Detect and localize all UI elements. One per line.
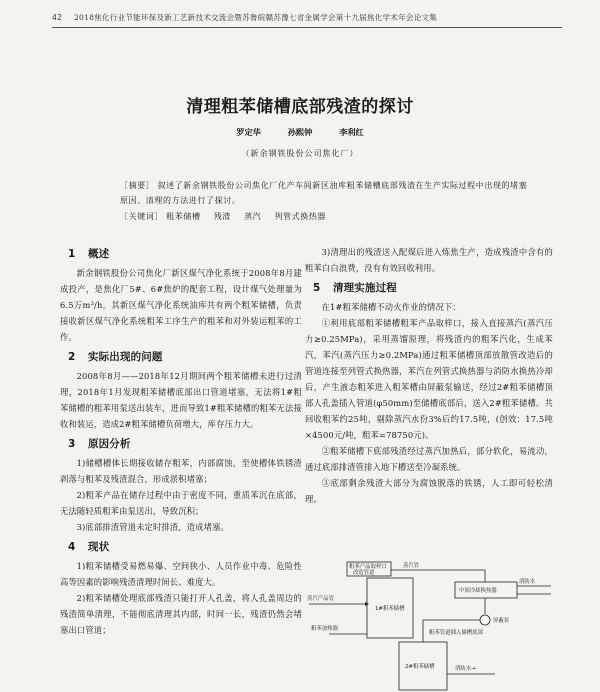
section-heading: 3 原因分析 <box>68 438 131 450</box>
flow-svg <box>305 556 555 692</box>
paragraph: 新余钢铁股份公司焦化厂新区煤气净化系统于2008年8月建成投产，是焦化厂5#、6#焦炉的配套工程，设计煤气处理量为6.5万m³/h。其新区煤气净化系统油库共有两个粗苯储槽，负责接收新区煤气净化系统粗苯工序生产的粗苯和对外装运粗苯的工作。 <box>60 268 302 342</box>
author: 孙熙钟 <box>287 127 313 137</box>
label-steam-pipe: 蒸汽管 <box>403 563 420 569</box>
label-sample: 粗苯产品取样口 <box>349 564 387 570</box>
list-item: 3)底部排渣管道未定时排渣，造成堵塞。 <box>76 522 230 532</box>
list-item: 1)储槽槽体长期接收储存粗苯，内部腐蚀，至使槽体铁锈渣剥落与粗苯及残渣混合，形成淤积堵塞； <box>60 458 302 484</box>
keyword: 粗苯储槽 <box>166 212 201 221</box>
abstract-label: ［摘要］ <box>120 181 155 190</box>
left-column <box>60 242 302 638</box>
label-sample-2: 改造管道 <box>353 570 375 576</box>
journal-line: 2018焦化行业节能环保及新工艺新技术交流会暨苏鲁皖赣苏豫七省金属学会第十九届焦化学术年会论文集 <box>74 13 438 22</box>
author-list <box>0 127 600 138</box>
keywords-label: ［关键词］ <box>120 212 163 221</box>
step-item: ②粗苯储槽下底部残渣经过蒸汽加热后，部分软化，易流动，通过底部排渣管排入地下槽送至冷凝系统。 <box>305 446 553 472</box>
keyword: 残渣 <box>213 212 231 221</box>
list-item: 1)粗苯储槽受易燃易爆、空间狭小、人员作业中毒、危险性高等因素的影响残渣清理时间长、难度大。 <box>60 561 302 587</box>
paper-title: 清理粗苯储槽底部残渣的探讨 <box>186 97 414 117</box>
keyword: 列管式换热器 <box>274 212 327 221</box>
pump-shape <box>480 615 490 625</box>
author: 罗定华 <box>236 127 261 137</box>
abstract <box>120 178 530 224</box>
label-tank2: 2#粗苯储槽 <box>405 664 435 670</box>
label-fire-water: 消防水 <box>519 579 536 585</box>
label-exchanger: 中间冷却换热器 <box>459 588 497 594</box>
section-heading: 4 现状 <box>68 541 110 553</box>
keywords <box>120 209 530 224</box>
author: 李利红 <box>339 127 364 137</box>
step-item: ①利用底部粗苯储槽粗苯产品取样口，接入直接蒸汽(蒸汽压力≥0.25MPa)，采用蒸馏原理，将残渣内的粗苯汽化，生成苯汽，苯汽(蒸汽压力≥0.2MPa)通过粗苯储槽顶部放散管改造后的管道连接至列管式换热器，苯汽在列管式换热器与消防水换热冷却后，产生液态粗苯进入粗苯槽由屏蔽泵输送，经过2#粗苯储槽顶部人孔盖插入管道(φ50mm)至储槽底部后，送入2#粗苯储槽。共回收粗苯约25吨，剔除蒸汽水份3%后约17.5吨，(创效：17.5吨×4500元/吨，粗苯=78750元)。 <box>305 318 553 440</box>
paragraph: 在1#粗苯储槽不动火作业的情况下： <box>321 302 461 312</box>
step-item: ③底部剩余残渣大部分为腐蚀脱落的铁锈，人工即可轻松清理。 <box>305 478 553 504</box>
label-heater: 粗苯加热器 <box>311 626 338 632</box>
label-bottom: 消防水→ <box>455 666 476 672</box>
affiliation: （新余钢铁股份公司焦化厂） <box>241 149 359 158</box>
section-heading: 1 概述 <box>68 248 110 260</box>
paragraph: 2008年8月——2018年12月期间两个粗苯储槽未进行过清理，2018年1月发现粗苯储槽底部出口管道堵塞，无法将1#粗苯储槽的粗苯用泵送出装车，进而导致1#粗苯储槽的粗苯无法接收和装运，造成2#粗苯储槽负荷增大，库存压力大。 <box>60 371 302 429</box>
label-steam-in: 蒸汽产品管 <box>307 596 334 602</box>
label-tank1: 1#粗苯储槽 <box>375 606 405 612</box>
label-pump: 屏蔽泵 <box>493 618 510 624</box>
running-header <box>52 12 562 26</box>
process-flow-diagram <box>305 556 555 692</box>
list-item: 3)清理出的残渣送入配煤后进入炼焦生产，造成残渣中含有的粗苯白白浪费，没有有效回收利用。 <box>305 247 553 273</box>
section-heading: 5 清理实施过程 <box>313 282 397 294</box>
keyword: 蒸汽 <box>244 212 262 221</box>
right-column <box>305 244 553 507</box>
abstract-text: 叙述了新余钢铁股份公司焦化厂化产车间新区油库粗苯储槽底部残渣在生产实际过程中出现的堵塞原因、清理的方法进行了探讨。 <box>120 181 528 205</box>
list-item: 2)粗苯储槽处理底部残渣只能打开人孔盖，将人孔盖周边的残渣简单清理，不能彻底清理其内部，时间一长，残渣仍然会堵塞出口管道； <box>60 593 302 635</box>
section-heading: 2 实际出现的问题 <box>68 351 163 363</box>
list-item: 2)粗苯产品在储存过程中由于密度不同，重质苯沉在底部，无法随轻质粗苯由泵送出，导致沉积； <box>60 490 302 516</box>
header-rule <box>52 27 562 28</box>
label-down-pipe: 粗苯管道插入储槽底部 <box>429 630 483 636</box>
page-number: 42 <box>52 13 63 22</box>
